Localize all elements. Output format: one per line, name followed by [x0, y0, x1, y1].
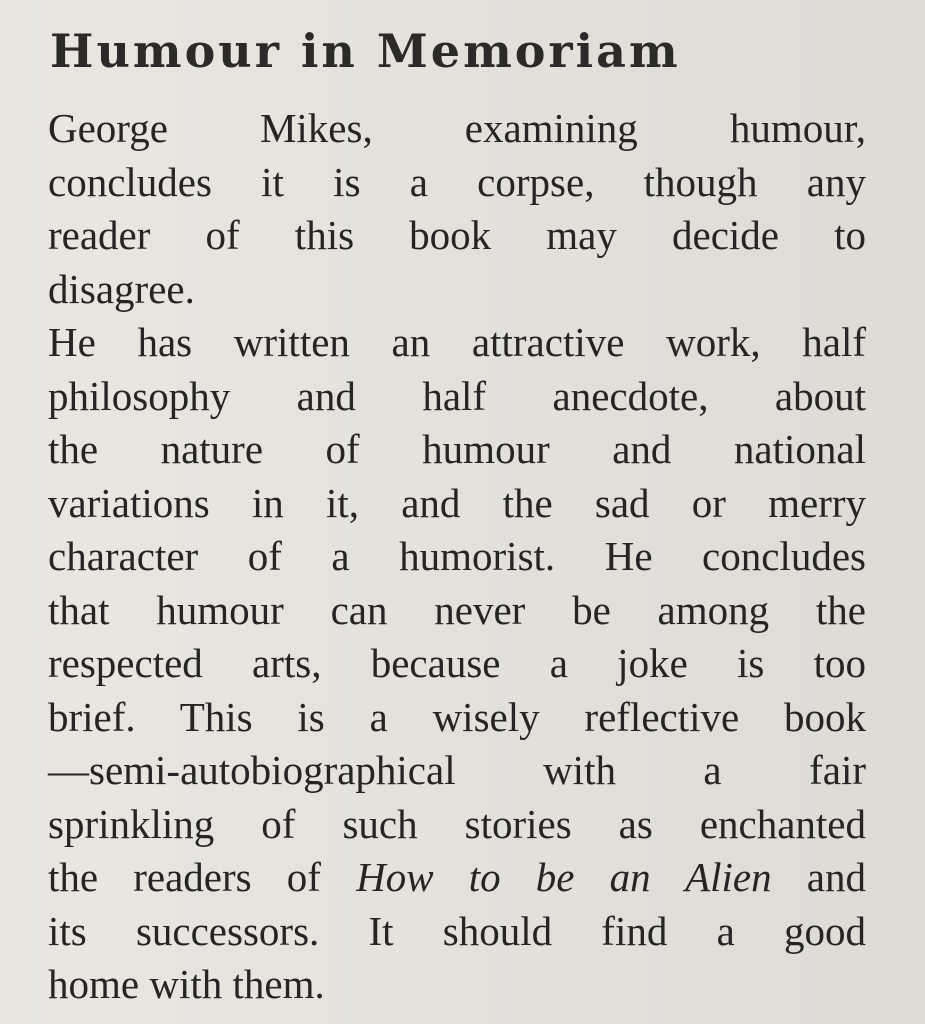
- text-fragment: the readers of: [48, 854, 357, 900]
- text-line: He has written an attractive work, half: [48, 319, 866, 365]
- text-fragment: and: [771, 854, 866, 900]
- text-line: respected arts, because a joke is too: [48, 640, 866, 686]
- text-line: character of a humorist. He concludes: [48, 533, 866, 579]
- text-line: George Mikes, examining humour,: [48, 105, 866, 151]
- article-body: [48, 102, 866, 1012]
- text-line: concludes it is a corpse, though any: [48, 158, 866, 205]
- text-line: variations in it, and the sad or merry: [48, 479, 866, 526]
- text-line: disagree.: [48, 265, 195, 312]
- text-line: home with them.: [48, 961, 325, 1007]
- text-line: the nature of humour and national: [48, 426, 866, 472]
- book-title: How to be an Alien: [356, 854, 772, 900]
- text-line: reader of this book may decide to: [48, 212, 866, 258]
- text-line: brief. This is a wisely reflective book: [48, 693, 866, 740]
- text-line: sprinkling of such stories as enchanted: [48, 800, 866, 847]
- text-line: philosophy and half anecdote, about: [48, 372, 866, 419]
- paragraph-2: [48, 316, 866, 1012]
- paragraph-1: [48, 102, 866, 316]
- text-line: that humour can never be among the: [48, 586, 866, 633]
- text-line: its successors. It should find a good: [48, 907, 866, 954]
- text-line: —semi-autobiographical with a fair: [48, 747, 866, 793]
- article-headline: Humour in Memoriam: [50, 24, 681, 78]
- text-line-with-book-title: [48, 851, 866, 905]
